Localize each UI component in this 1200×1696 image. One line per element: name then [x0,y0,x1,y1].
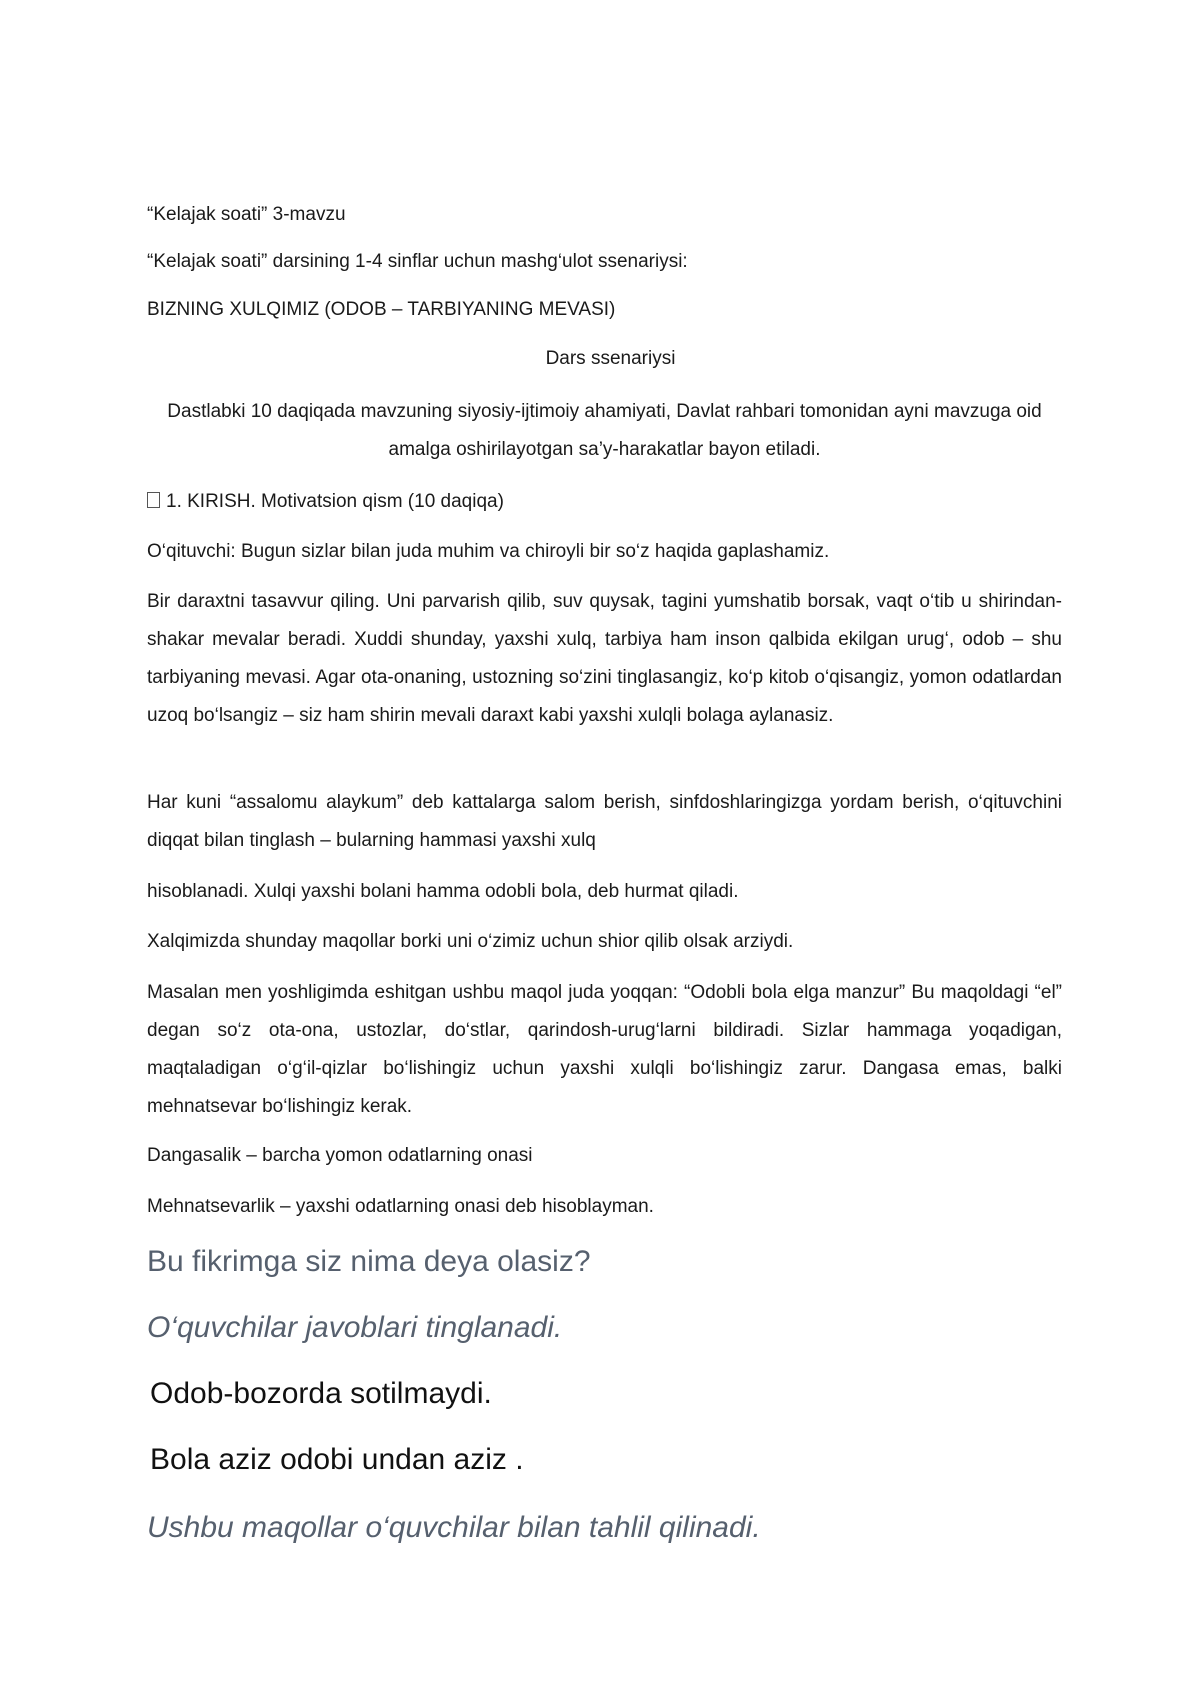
proverb-2-text: Bola aziz odobi undan aziz . [150,1443,524,1476]
lesson-line [147,340,1062,378]
section-heading-text: 1. KIRISH. Motivatsion qism (10 daqiqa) [166,491,504,512]
paragraph-4 [147,873,1062,911]
analysis-line [147,1508,1062,1548]
paragraph-3 [147,784,1062,860]
paragraph-7 [147,1137,1062,1175]
scenario-line [147,243,1062,281]
paragraph-6-text: Masalan men yoshligimda eshitgan ushbu maqol juda yoqqan: “Odobli bola elga manzur” Bu maqoldagi “el” degan so‘z ota-ona, ustozlar, do‘stlar, qarindosh-urug‘larni bildiradi. Sizlar hammaga yoqadigan, maqtaladigan o‘g‘il-qizlar bo‘lishingiz uchun yaxshi xulqli bo‘lishingiz zarur. Dangasa emas, balki mehnatsevar bo‘lishingiz kerak. [147,982,1062,1117]
proverb-2 [150,1440,1065,1480]
title-line [147,291,1062,329]
section-heading [147,483,1062,521]
intro-note [147,393,1062,469]
paragraph-8-text: Mehnatsevarlik – yaxshi odatlarning onasi deb hisoblayman. [147,1196,654,1217]
answers-text: O‘quvchilar javoblari tinglanadi. [147,1311,563,1344]
paragraph-7-text: Dangasalik – barcha yomon odatlarning onasi [147,1145,533,1166]
scenario-text: “Kelajak soati” darsining 1-4 sinflar uchun mashg‘ulot ssenariysi: [147,251,688,272]
checkbox-icon [147,492,160,508]
paragraph-2-text: Bir daraxtni tasavvur qiling. Uni parvarish qilib, suv quysak, tagini yumshatib borsak, vaqt o‘tib u shirindan-shakar mevalar beradi. Xuddi shunday, yaxshi xulq, tarbiya ham inson qalbida ekilgan urug‘, odob – shu tarbiyaning mevasi. Agar ota-onaning, ustozning so‘zini tinglasangiz, ko‘p kitob o‘qisangiz, yomon odatlardan uzoq bo‘lsangiz – siz ham shirin mevali daraxt kabi yaxshi xulqli bolaga aylanasiz. [147,591,1062,726]
analysis-text: Ushbu maqollar o‘quvchilar bilan tahlil qilinadi. [147,1511,761,1544]
document-title: BIZNING XULQIMIZ (ODOB – TARBIYANING MEVASI) [147,299,616,320]
paragraph-1-text: O‘qituvchi: Bugun sizlar bilan juda muhim va chiroyli bir so‘z haqida gaplashamiz. [147,541,830,562]
lesson-heading: Dars ssenariysi [545,348,676,369]
paragraph-3-text: Har kuni “assalomu alaykum” deb kattalarga salom berish, sinfdoshlaringizga yordam berish, o‘qituvchini diqqat bilan tinglash – bularning hammasi yaxshi xulq [147,792,1062,851]
paragraph-5 [147,923,1062,961]
answers-line [147,1308,1062,1348]
topic-line [147,196,1062,234]
proverb-1 [150,1374,1065,1414]
question-line [147,1242,1062,1282]
paragraph-2 [147,583,1062,735]
paragraph-4-text: hisoblanadi. Xulqi yaxshi bolani hamma odobli bola, deb hurmat qiladi. [147,881,739,902]
topic-text: “Kelajak soati” 3-mavzu [147,204,346,225]
proverb-1-text: Odob-bozorda sotilmaydi. [150,1377,492,1410]
paragraph-8 [147,1188,1062,1226]
intro-note-text: Dastlabki 10 daqiqada mavzuning siyosiy-ijtimoiy ahamiyati, Davlat rahbari tomonidan ayni mavzuga oid amalga oshirilayotgan sa’y-harakatlar bayon etiladi. [167,401,1042,460]
paragraph-1 [147,533,1062,571]
paragraph-5-text: Xalqimizda shunday maqollar borki uni o‘zimiz uchun shior qilib olsak arziydi. [147,931,794,952]
question-text: Bu fikrimga siz nima deya olasiz? [147,1245,591,1278]
paragraph-6 [147,974,1062,1126]
